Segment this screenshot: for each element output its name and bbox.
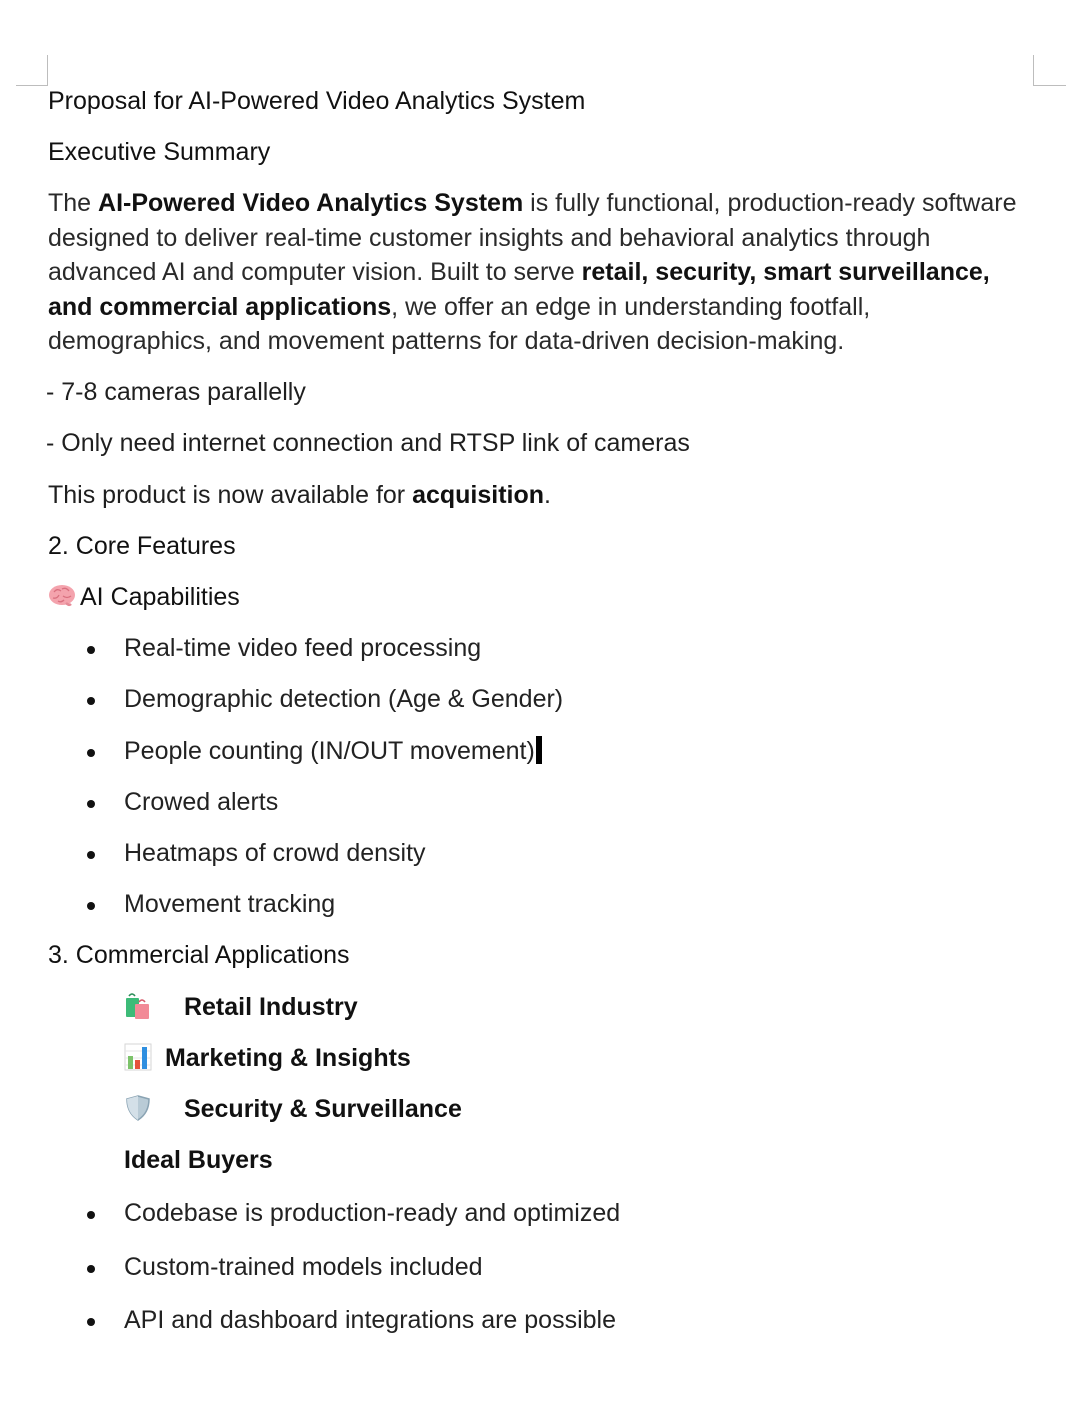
application-label: Retail Industry <box>183 993 358 1021</box>
summary-text-2: is fully functional, production-ready software designed to deliver real-time customer insights and behavioral analytics through advanced AI and computer vision. Built to serve <box>48 189 1017 286</box>
ai-capability-text: Heatmaps of crowd density <box>124 839 426 867</box>
application-retail <box>124 990 358 1024</box>
ai-capabilities-heading <box>48 580 240 614</box>
summary-text-3: , we offer an edge in understanding footfall, demographics, and movement patterns for data-driven decision-making. <box>48 292 871 355</box>
bullet-dot <box>87 1265 95 1273</box>
margin-corner-top-right <box>1033 55 1066 86</box>
bullet-dot <box>87 800 95 808</box>
bullet-dot <box>87 851 95 859</box>
availability-suffix: . <box>544 481 551 509</box>
core-features-heading: 2. Core Features <box>48 532 236 560</box>
availability-prefix: This product is now available for <box>48 481 413 509</box>
bullet-dot <box>87 697 95 705</box>
commercial-applications-heading: 3. Commercial Applications <box>48 941 350 969</box>
bullet-dot <box>87 902 95 910</box>
buyer-point-text: Custom-trained models included <box>124 1253 483 1281</box>
bullet-dot <box>87 1318 95 1326</box>
bullet-dot <box>87 646 95 654</box>
availability-bold: acquisition <box>412 481 545 509</box>
summary-bold-markets: retail, security, smart surveillance, and commercial applications <box>48 258 990 321</box>
ai-capability-text: People counting (IN/OUT movement) <box>124 737 535 765</box>
shield-icon <box>124 1094 152 1122</box>
ai-capability-text: Real-time video feed processing <box>124 634 482 662</box>
ai-capability-text: Demographic detection (Age & Gender) <box>124 685 564 713</box>
brain-icon <box>48 584 76 608</box>
ai-capability-text-with-cursor[interactable] <box>124 734 542 768</box>
ai-capabilities-label: AI Capabilities <box>80 583 240 611</box>
executive-summary-paragraph <box>48 186 1038 359</box>
availability-line <box>48 478 551 512</box>
summary-bold-product: AI-Powered Video Analytics System <box>98 189 524 217</box>
shopping-bags-icon <box>124 992 152 1020</box>
application-label: Marketing & Insights <box>164 1044 411 1072</box>
summary-text-1: The <box>48 189 99 217</box>
bar-chart-icon <box>124 1043 152 1071</box>
note-requirements: - Only need internet connection and RTSP link of cameras <box>46 429 690 457</box>
note-cameras: - 7-8 cameras parallelly <box>46 378 306 406</box>
executive-summary-heading: Executive Summary <box>48 138 271 166</box>
ideal-buyers-heading: Ideal Buyers <box>124 1146 273 1174</box>
ai-capability-text: Movement tracking <box>124 890 336 918</box>
ai-capability-text: Crowed alerts <box>124 788 279 816</box>
application-marketing <box>124 1041 411 1075</box>
application-label: Security & Surveillance <box>183 1095 462 1123</box>
margin-corner-top-left <box>16 55 48 86</box>
text-cursor <box>536 736 542 764</box>
buyer-point-text: Codebase is production-ready and optimized <box>124 1199 621 1227</box>
bullet-dot <box>87 1211 95 1219</box>
document-title: Proposal for AI-Powered Video Analytics System <box>48 87 586 115</box>
buyer-point-text: API and dashboard integrations are possible <box>124 1306 616 1334</box>
bullet-dot <box>87 749 95 757</box>
application-security <box>124 1092 462 1126</box>
